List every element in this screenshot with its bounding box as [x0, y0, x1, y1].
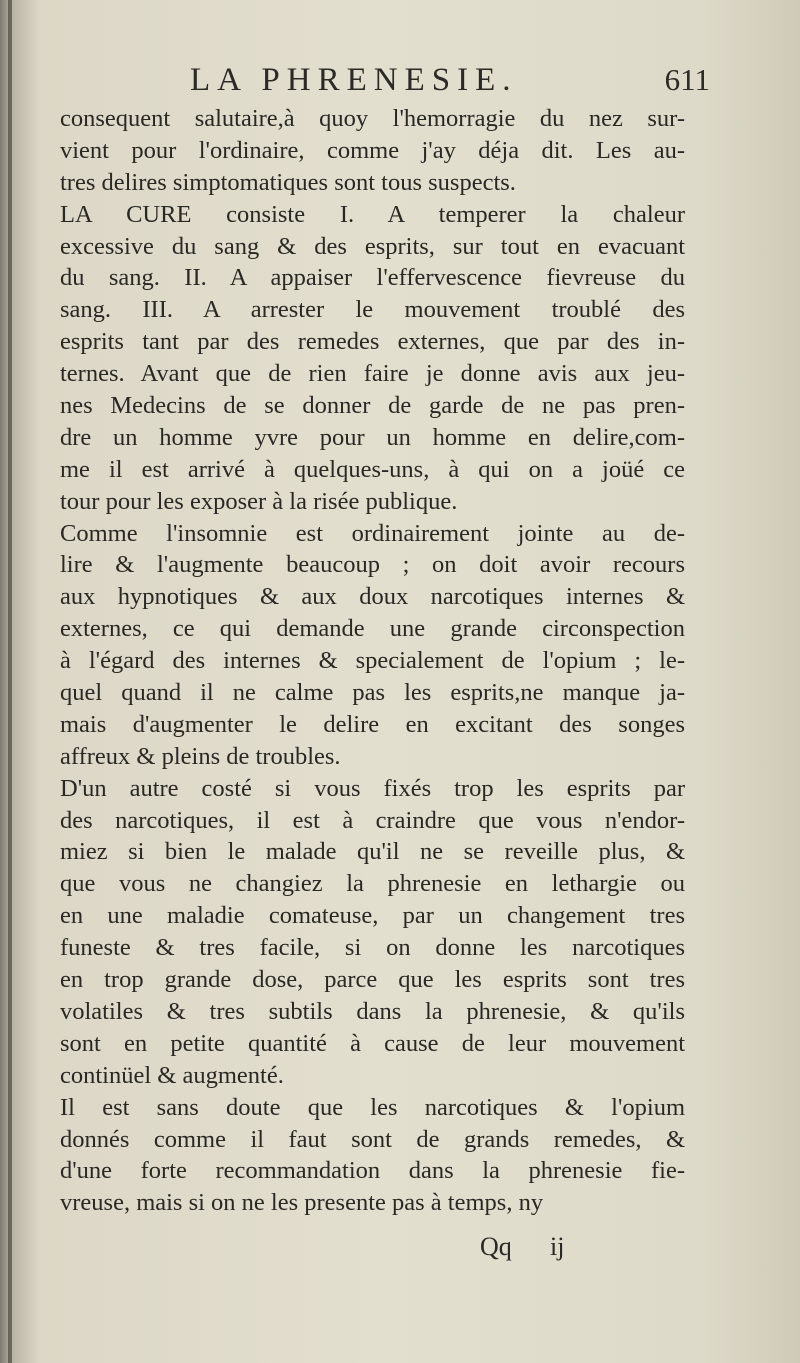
text-line: en trop grande dose, parce que les esprits sont tres: [60, 966, 685, 994]
text-line: continüel & augmenté.: [60, 1061, 284, 1089]
text-line: funeste & tres facile, si on donne les narcotiques: [60, 934, 685, 962]
text-line: esprits tant par des remedes externes, que par des in-: [60, 328, 685, 356]
text-line: sont en petite quantité à cause de leur mouvement: [60, 1029, 685, 1057]
text-line: dre un homme yvre pour un homme en delire,com-: [60, 423, 685, 451]
text-line: à l'égard des internes & specialement de l'opium ; le-: [60, 647, 685, 675]
page-number: 611: [664, 62, 710, 97]
text-line: du sang. II. A appaiser l'effervescence fievreuse du: [60, 264, 685, 292]
text-line: Il est sans doute que les narcotiques & l'opium: [60, 1093, 685, 1121]
text-line: tour pour les exposer à la risée publique.: [60, 487, 458, 515]
text-line: consequent salutaire,à quoy l'hemorragie du nez sur-: [60, 105, 685, 132]
signature-mark: Qq: [480, 1232, 512, 1261]
text-line: Comme l'insomnie est ordinairement jointe au de-: [60, 519, 685, 547]
text-line: d'une forte recommandation dans la phrenesie fie-: [60, 1157, 685, 1185]
text-line: en une maladie comateuse, par un changement tres: [60, 902, 685, 930]
text-line: des narcotiques, il est à craindre que vous n'endor-: [60, 806, 685, 834]
text-line: excessive du sang & des esprits, sur tout en evacuant: [60, 232, 685, 260]
text-line: miez si bien le malade qu'il ne se reveille plus, &: [60, 838, 685, 866]
catchword: ij: [550, 1232, 565, 1261]
text-line: lire & l'augmente beaucoup ; on doit avoir recours: [60, 551, 685, 579]
text-line: donnés comme il faut sont de grands remedes, &: [60, 1125, 685, 1153]
text-line: vreuse, mais si on ne les presente pas à temps, ny: [60, 1189, 544, 1217]
text-line: D'un autre costé si vous fixés trop les esprits par: [60, 774, 685, 802]
text-line: tres delires simptomatiques sont tous suspects.: [60, 168, 516, 196]
page-gutter: [8, 0, 12, 1363]
text-line: mais d'augmenter le delire en excitant des songes: [60, 710, 685, 738]
text-line: externes, ce qui demande une grande circonspection: [60, 615, 685, 643]
text-line: vient pour l'ordinaire, comme j'ay déja dit. Les au-: [60, 136, 685, 164]
text-line: nes Medecins de se donner de garde de ne pas pren-: [60, 392, 685, 420]
text-line: quel quand il ne calme pas les esprits,ne manque ja-: [60, 679, 685, 707]
text-line: affreux & pleins de troubles.: [60, 742, 341, 770]
text-line: que vous ne changiez la phrenesie en lethargie ou: [60, 870, 685, 898]
text-line: volatiles & tres subtils dans la phrenesie, & qu'ils: [60, 997, 685, 1025]
body-text: [60, 103, 685, 1219]
text-line: ternes. Avant que de rien faire je donne avis aux jeu-: [60, 360, 685, 388]
text-line: me il est arrivé à quelques-uns, à qui on a joüé ce: [60, 455, 685, 483]
page-header: [110, 62, 710, 104]
text-line: aux hypnotiques & aux doux narcotiques internes &: [60, 583, 685, 611]
page-footer: [480, 1232, 620, 1268]
text-line: LA CURE consiste I. A temperer la chaleur: [60, 200, 685, 228]
running-title: LA PHRENESIE.: [190, 62, 518, 98]
text-line: sang. III. A arrester le mouvement troublé des: [60, 296, 685, 324]
